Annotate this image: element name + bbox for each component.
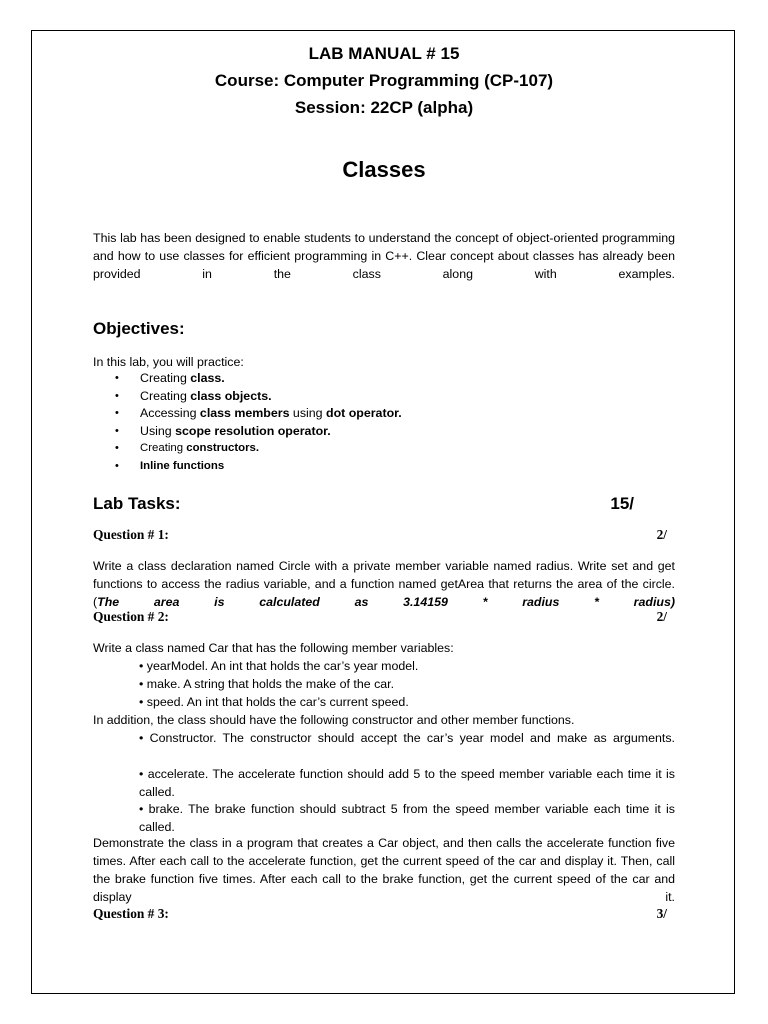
objective-item: • Inline functions (93, 458, 402, 476)
bullet-icon: • (115, 442, 119, 455)
lab-tasks-heading (93, 494, 634, 514)
question-1-text: Write a class declaration named Circle with a private member variable named radius. Write set and get functions to access the radius variable, and a function named getArea that returns the area of the circle. (The area is calculated as 3.14159 * radius * radius) (93, 559, 675, 609)
member-variable-item: • speed. An int that holds the car’s current speed. (139, 695, 409, 709)
session-name: Session: 22CP (alpha) (294, 98, 474, 117)
objective-item: • Creating class objects. (93, 388, 402, 406)
member-function-item: • brake. The brake function should subtract 5 from the speed member variable each time it is called. (139, 802, 675, 834)
question-2-lead: Write a class named Car that has the following member variables: (93, 641, 454, 655)
objective-item: • Accessing class members using dot operator. (93, 405, 402, 423)
member-function-item: • Constructor. The constructor should accept the car’s year model and make as arguments. (139, 731, 675, 745)
bullet-icon: • (115, 407, 119, 420)
bullet-icon: • (115, 459, 119, 472)
question-3-score: 3/ (656, 906, 667, 921)
member-variable-item: • make. A string that holds the make of the car. (139, 677, 395, 691)
intro-paragraph: This lab has been designed to enable students to understand the concept of object-oriented programming and how to use classes for efficient programming in C++. Clear concept about classes has already been provided in the class along with examples. (93, 231, 675, 281)
member-variable-item: • yearModel. An int that holds the car’s year model. (139, 659, 419, 673)
question-1-heading (93, 527, 667, 543)
objective-item: • Using scope resolution operator. (93, 423, 402, 441)
question-2-heading (93, 609, 667, 625)
objectives-heading: Objectives: (93, 319, 185, 338)
objectives-list (93, 370, 402, 476)
question-2-label: Question # 2: (93, 609, 169, 624)
area-formula: The area is calculated as 3.14159 * radius * radius) (97, 595, 675, 609)
question-1-score: 2/ (656, 527, 667, 542)
bullet-icon: • (115, 389, 119, 402)
question-1-label: Question # 1: (93, 527, 169, 542)
page-title: Classes (342, 157, 426, 182)
course-name: Course: Computer Programming (CP-107) (214, 71, 554, 90)
lab-tasks-label: Lab Tasks: (93, 494, 181, 513)
lab-manual-number: LAB MANUAL # 15 (308, 44, 460, 63)
bullet-icon: • (115, 424, 119, 437)
bullet-icon: • (115, 372, 119, 384)
question-3-heading (93, 906, 667, 922)
question-2-addition: In addition, the class should have the following constructor and other member functions. (93, 713, 575, 727)
objective-item: • Creating class. (93, 370, 402, 388)
objective-item: • Creating constructors. (93, 440, 402, 458)
question-3-label: Question # 3: (93, 906, 169, 921)
objectives-lead: In this lab, you will practice: (93, 355, 244, 369)
member-function-item: • accelerate. The accelerate function should add 5 to the speed member variable each time it is called. (139, 767, 675, 799)
lab-tasks-score: 15/ (610, 494, 634, 513)
question-2-score: 2/ (656, 609, 667, 624)
question-2-demo: Demonstrate the class in a program that creates a Car object, and then calls the accelerate function five times. After each call to the accelerate function, get the current speed of the car and display it. Then, call the brake function five times. After each call to the brake function, get the current speed of the car and display it. (93, 836, 675, 904)
